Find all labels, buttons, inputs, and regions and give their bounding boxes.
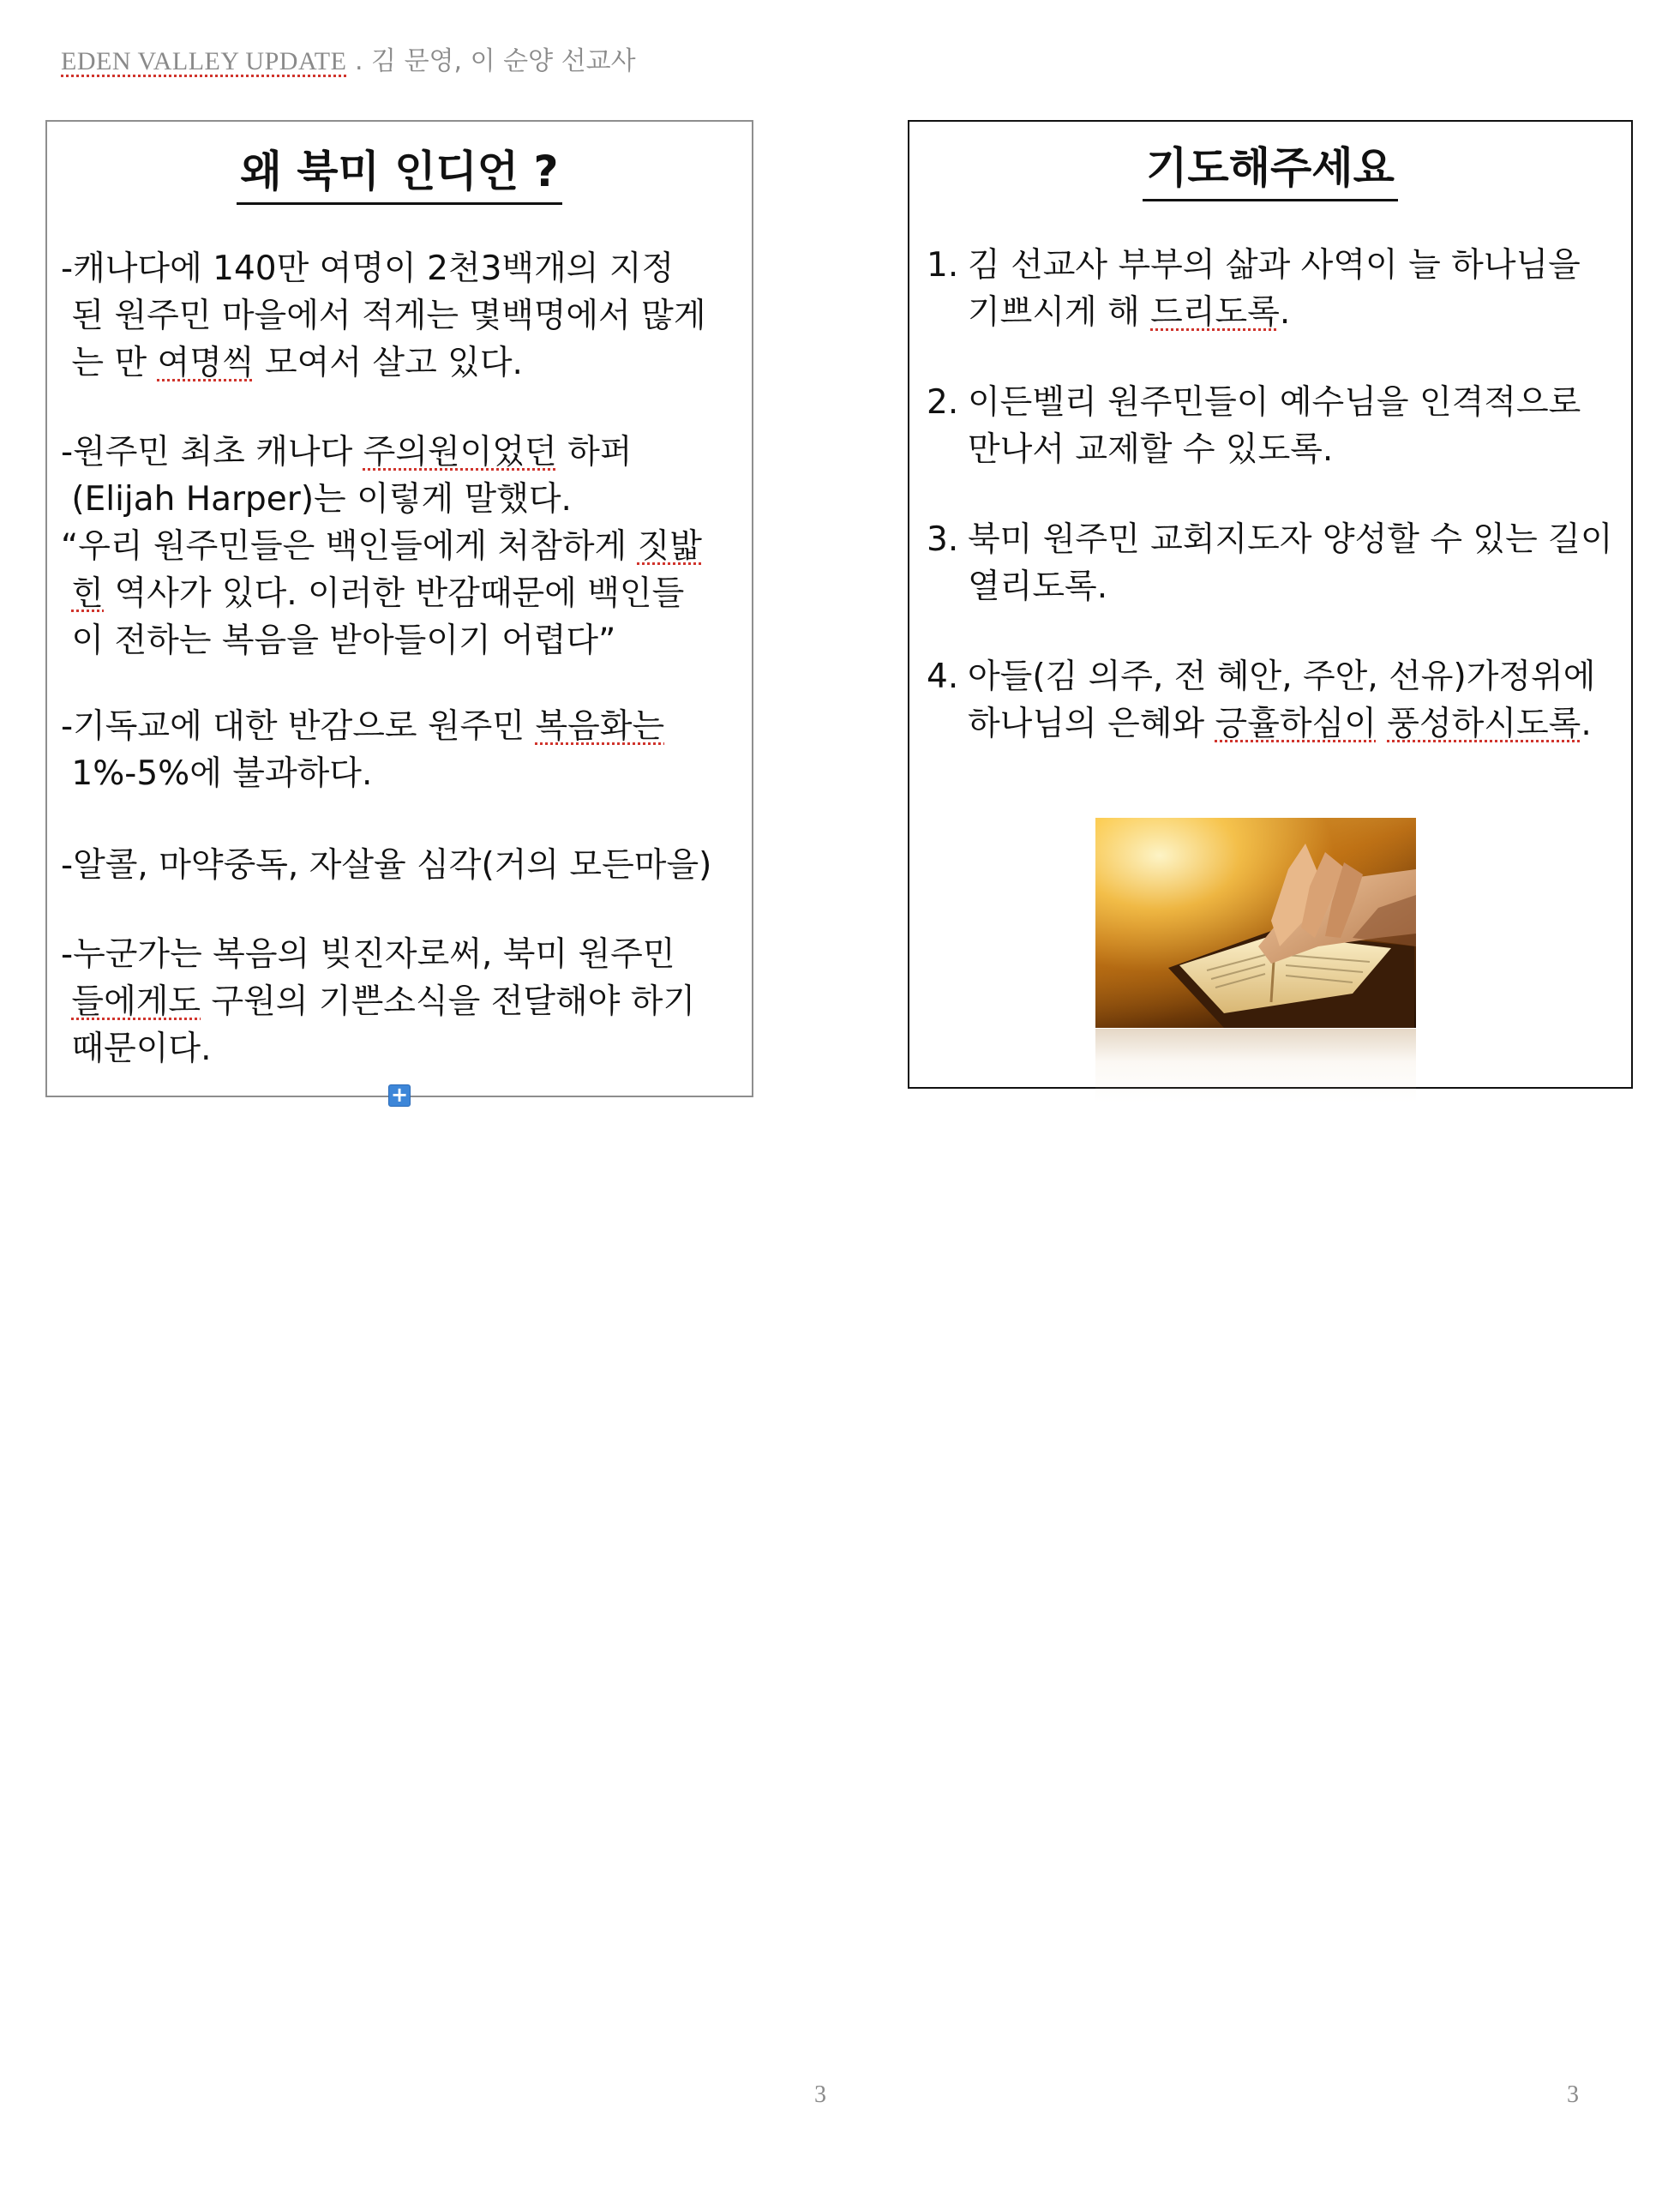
- list-item: 3. 북미 원주민 교회지도자 양성할 수 있는 길이 열리도록.: [927, 520, 1613, 606]
- prayer-list: [927, 242, 1629, 790]
- header-authors: 김 문영, 이 순양 선교사: [371, 46, 636, 76]
- page-number-left: 3: [814, 2081, 826, 2108]
- add-content-plus-icon[interactable]: +: [388, 1084, 411, 1107]
- praying-hands-bible-image: [1095, 818, 1416, 1028]
- harper-quote-paragraph: -원주민 최초 캐나다 주의원이었던 하퍼 (Elijah Harper)는 이렇게 말했다. “우리 원주민들은 백인들에게 처참하게 짓밟 힌 역사가 있다. 이러한 반감때문에 백인들 이 전하는 복음을 받아들이기 어렵다”: [61, 433, 702, 660]
- page-number-right: 3: [1567, 2081, 1579, 2108]
- social-issues-paragraph: -알콜, 마약중독, 자살율 심각(거의 모든마을): [61, 846, 712, 885]
- population-paragraph: -캐나다에 140만 여명이 2천3백개의 지정 된 원주민 마을에서 적게는 몇백명에서 많게 는 만 여명씩 모여서 살고 있다.: [61, 249, 706, 382]
- evangelization-rate-paragraph: -기독교에 대한 반감으로 원주민 복음화는 1%-5%에 불과하다.: [61, 707, 665, 793]
- header-separator: .: [346, 46, 372, 76]
- list-item: 4. 아들(김 의주, 전 혜안, 주안, 선유)가정위에 하나님의 은혜와 긍휼하심이 풍성하시도록.: [927, 658, 1596, 743]
- list-item: 2. 이든벨리 원주민들이 예수님을 인격적으로 만나서 교제할 수 있도록.: [927, 383, 1581, 469]
- praying-hands-photo[interactable]: [1095, 818, 1416, 1028]
- document-header: [61, 39, 636, 77]
- list-item: 1. 김 선교사 부부의 삶과 사역이 늘 하나님을 기쁘시게 해 드리도록.: [927, 246, 1581, 332]
- photo-reflection: [1095, 1029, 1416, 1102]
- why-native-americans-box[interactable]: [45, 120, 753, 1097]
- header-title: EDEN VALLEY UPDATE: [61, 47, 347, 75]
- prayer-requests-title: 기도해주세요: [909, 134, 1631, 201]
- why-native-americans-title: 왜 북미 인디언 ?: [47, 137, 752, 205]
- gospel-debt-paragraph: -누군가는 복음의 빚진자로써, 북미 원주민 들에게도 구원의 기쁜소식을 전달해야 하기 때문이다.: [61, 935, 696, 1068]
